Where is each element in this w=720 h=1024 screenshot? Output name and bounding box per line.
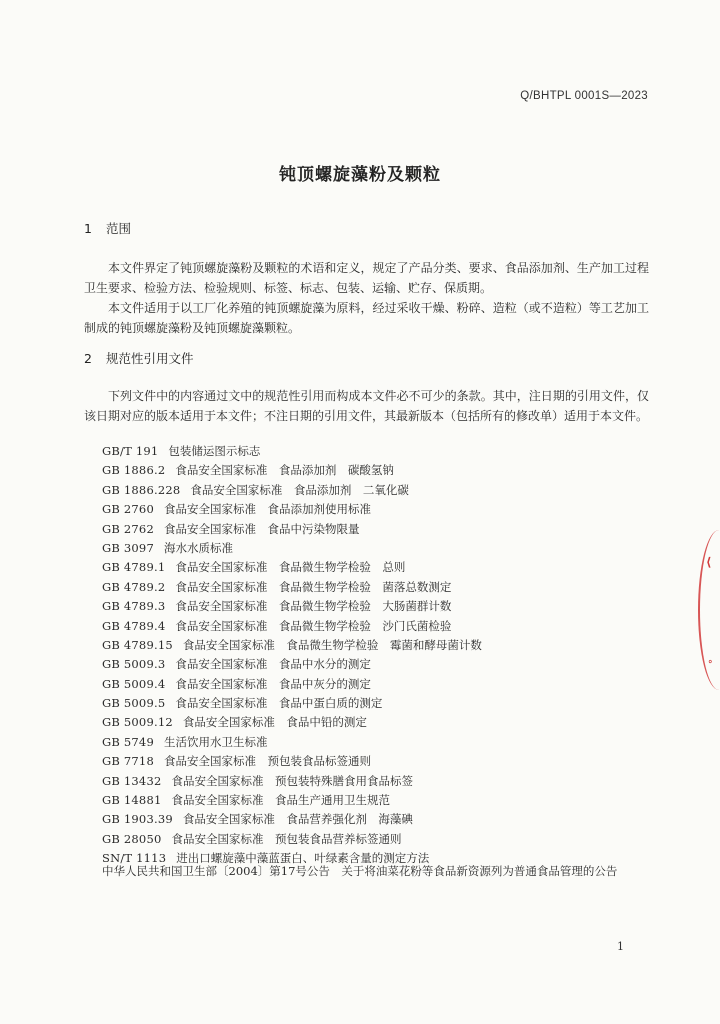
reference-code: GB 7718 — [102, 754, 154, 769]
reference-item — [102, 617, 482, 636]
scope-paragraph-1: 本文件界定了钝顶螺旋藻粉及颗粒的术语和定义，规定了产品分类、要求、食品添加剂、生产加工过程卫生要求、检验方法、检验规则、标签、标志、包装、运输、贮存、保质期。 — [84, 261, 649, 295]
reference-item — [102, 694, 482, 713]
reference-item — [102, 481, 482, 500]
reference-code: GB 3097 — [102, 540, 154, 555]
reference-code: GB 2762 — [102, 521, 154, 536]
reference-title: 食品安全国家标准 食品生产通用卫生规范 — [171, 793, 390, 808]
reference-title: 食品安全国家标准 食品微生物学检验 大肠菌群计数 — [175, 599, 452, 614]
section-1-heading — [84, 219, 131, 237]
page-number: 1 — [617, 940, 624, 953]
reference-title: 食品安全国家标准 预包装食品营养标签通则 — [171, 831, 402, 846]
reference-title: 食品安全国家标准 食品营养强化剂 海藻碘 — [182, 812, 413, 827]
reference-code: GB 1886.228 — [102, 482, 181, 497]
reference-title: 食品安全国家标准 食品微生物学检验 菌落总数测定 — [175, 579, 452, 594]
reference-item — [102, 830, 482, 849]
document-code: Q/BHTPL 0001S—2023 — [520, 90, 648, 102]
reference-title: 食品安全国家标准 食品中污染物限量 — [163, 521, 360, 536]
reference-title: 食品安全国家标准 食品中灰分的测定 — [175, 676, 371, 691]
reference-title: 食品安全国家标准 预包装特殊膳食用食品标签 — [171, 773, 413, 788]
reference-item — [102, 500, 482, 519]
reference-title: 包装储运图示标志 — [168, 444, 261, 458]
reference-item — [102, 752, 482, 771]
reference-title: 食品安全国家标准 食品添加剂 二氧化碳 — [190, 482, 409, 497]
reference-code: GB 5009.12 — [102, 715, 173, 730]
reference-title: 生活饮用水卫生标准 — [163, 734, 268, 749]
reference-item — [102, 558, 482, 577]
reference-title: 进出口螺旋藻中藻蓝蛋白、叶绿素含量的测定方法 — [176, 851, 430, 866]
reference-title: 食品安全国家标准 食品中蛋白质的测定 — [175, 696, 383, 711]
reference-item — [102, 442, 482, 461]
reference-title: 食品安全国家标准 食品微生物学检验 霉菌和酵母菌计数 — [182, 637, 482, 652]
reference-item — [102, 636, 482, 655]
reference-title: 食品安全国家标准 食品添加剂使用标准 — [163, 502, 371, 517]
scope-paragraph-2: 本文件适用于以工厂化养殖的钝顶螺旋藻为原料，经过采收干燥、粉碎、造粒（或不造粒）等工艺加工制成的钝顶螺旋藻粉及钝顶螺旋藻颗粒。 — [84, 301, 649, 335]
reference-item — [102, 520, 482, 539]
section-1-number: 1 — [84, 221, 92, 236]
reference-code: GB 1886.2 — [102, 463, 166, 478]
reference-code: SN/T 1113 — [102, 851, 167, 866]
reference-code: GB 4789.3 — [102, 599, 166, 614]
seal-fragment-glyph: ⟨ — [706, 555, 712, 569]
reference-item — [102, 539, 482, 558]
reference-item — [102, 675, 482, 694]
reference-code: GB 4789.1 — [102, 560, 166, 575]
reference-code: GB 4789.4 — [102, 618, 166, 633]
reference-code: GB 5749 — [102, 734, 154, 749]
reference-code: GB 5009.3 — [102, 657, 166, 672]
reference-item — [102, 578, 482, 597]
reference-item — [102, 733, 482, 752]
reference-item — [102, 713, 482, 732]
reference-list — [102, 442, 482, 869]
reference-code: GB 4789.2 — [102, 579, 166, 594]
references-intro: 下列文件中的内容通过文中的规范性引用而构成本文件必不可少的条款。其中，注日期的引用文件，仅该日期对应的版本适用于本文件；不注日期的引用文件，其最新版本（包括所有的修改单）适用于本文件。 — [84, 389, 649, 423]
reference-code: GB 1903.39 — [102, 812, 173, 827]
reference-item — [102, 772, 482, 791]
section-2-title: 规范性引用文件 — [105, 351, 194, 366]
reference-item — [102, 810, 482, 829]
reference-code: GB 5009.4 — [102, 676, 166, 691]
reference-code: GB 13432 — [102, 773, 162, 788]
reference-title: 食品安全国家标准 食品添加剂 碳酸氢钠 — [175, 463, 394, 478]
reference-title: 食品安全国家标准 预包装食品标签通则 — [163, 754, 371, 769]
reference-code: GB/T 191 — [102, 444, 159, 458]
reference-item — [102, 791, 482, 810]
section-2-number: 2 — [84, 351, 92, 366]
reference-title: 食品安全国家标准 食品微生物学检验 沙门氏菌检验 — [175, 618, 452, 633]
reference-title: 食品安全国家标准 食品中水分的测定 — [175, 657, 371, 672]
reference-code: GB 28050 — [102, 831, 162, 846]
reference-code: GB 2760 — [102, 502, 154, 517]
reference-code: GB 5009.5 — [102, 696, 166, 711]
reference-title: 食品安全国家标准 食品微生物学检验 总则 — [175, 560, 406, 575]
reference-item — [102, 597, 482, 616]
reference-title: 海水水质标准 — [163, 540, 233, 555]
reference-code: GB 4789.15 — [102, 637, 173, 652]
reference-code: GB 14881 — [102, 793, 162, 808]
section-2-heading — [84, 349, 194, 367]
reference-title: 食品安全国家标准 食品中铅的测定 — [182, 715, 367, 730]
reference-item — [102, 461, 482, 480]
section-1-title: 范围 — [105, 221, 131, 236]
seal-fragment-dots: ° — [708, 660, 713, 670]
reference-announcement: 中华人民共和国卫生部〔2004〕第17号公告 关于将油菜花粉等食品新资源列为普通食品管理的公告 — [102, 864, 618, 878]
reference-item — [102, 655, 482, 674]
document-title: 钝顶螺旋藻粉及颗粒 — [279, 165, 441, 185]
